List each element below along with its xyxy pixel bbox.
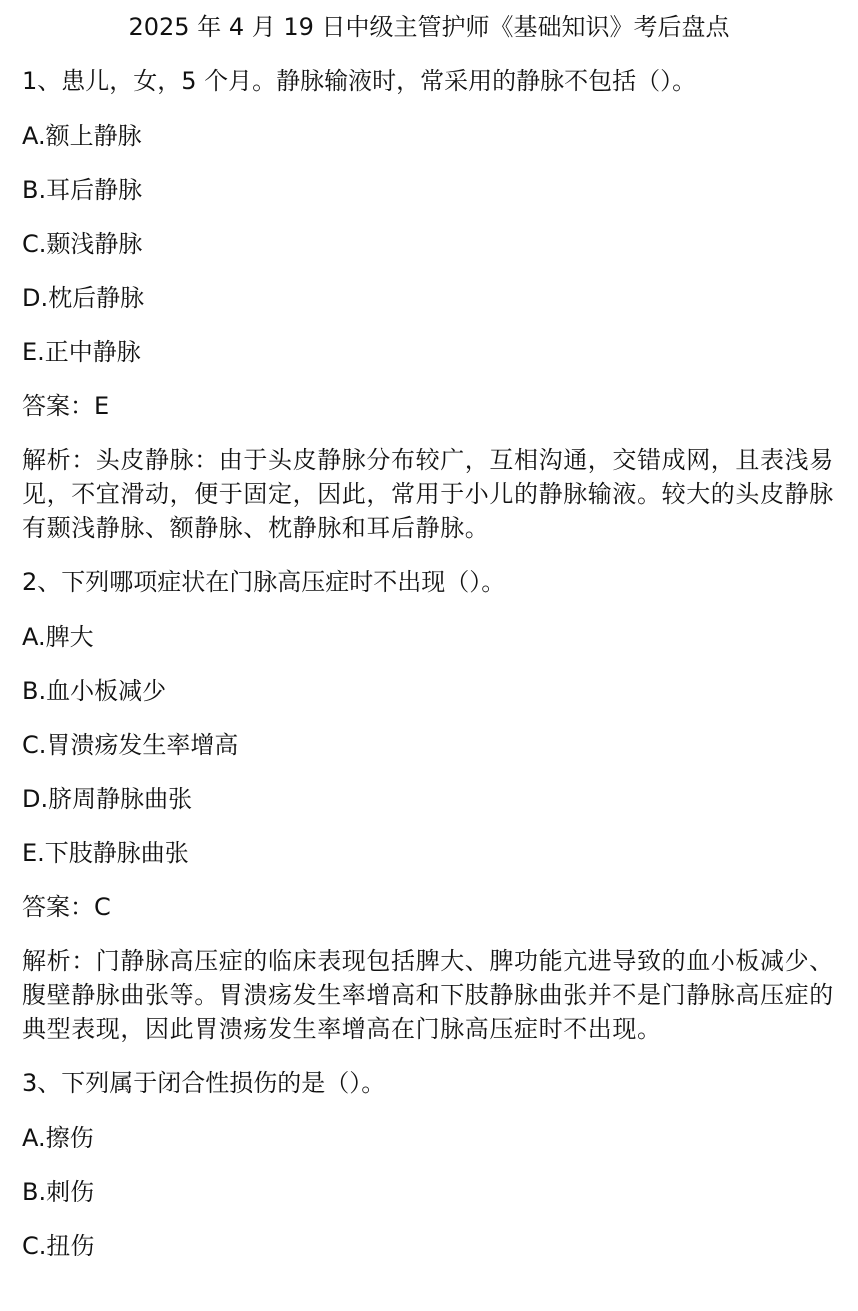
option-a: A.额上静脉: [22, 122, 142, 150]
option-c: C.胃溃疡发生率增高: [22, 731, 239, 759]
option-e: E.下肢静脉曲张: [22, 839, 189, 867]
option-e: E.正中静脉: [22, 338, 141, 366]
option-c: C.颞浅静脉: [22, 230, 143, 258]
analysis: 解析：门静脉高压症的临床表现包括脾大、脾功能亢进导致的血小板减少、腹壁静脉曲张等。胃溃疡发生率增高和下肢静脉曲张并不是门静脉高压症的典型表现，因此胃溃疡发生率增高在门脉高压症时不出现。: [22, 947, 834, 1043]
question-stem: 3、下列属于闭合性损伤的是（）。: [22, 1069, 386, 1097]
question-3: [22, 1066, 836, 1263]
question-2: [22, 565, 836, 1046]
document-page: [0, 12, 858, 1311]
option-d: D.脐周静脉曲张: [22, 785, 193, 813]
option-b: B.血小板减少: [22, 677, 167, 705]
question-1: [22, 64, 836, 545]
option-a: A.脾大: [22, 623, 94, 651]
answer: 答案：C: [22, 893, 111, 921]
answer: 答案：E: [22, 392, 110, 420]
option-b: B.刺伤: [22, 1178, 95, 1206]
option-a: A.擦伤: [22, 1124, 94, 1152]
question-stem: 1、患儿，女，5 个月。静脉输液时，常采用的静脉不包括（）。: [22, 67, 697, 95]
question-stem: 2、下列哪项症状在门脉高压症时不出现（）。: [22, 568, 506, 596]
document-title: 2025 年 4 月 19 日中级主管护师《基础知识》考后盘点: [128, 13, 730, 41]
option-c: C.扭伤: [22, 1232, 95, 1260]
option-b: B.耳后静脉: [22, 176, 143, 204]
analysis: 解析：头皮静脉：由于头皮静脉分布较广，互相沟通，交错成网，且表浅易见，不宜滑动，便于固定，因此，常用于小儿的静脉输液。较大的头皮静脉有颞浅静脉、额静脉、枕静脉和耳后静脉。: [22, 446, 834, 542]
option-d: D.枕后静脉: [22, 284, 145, 312]
